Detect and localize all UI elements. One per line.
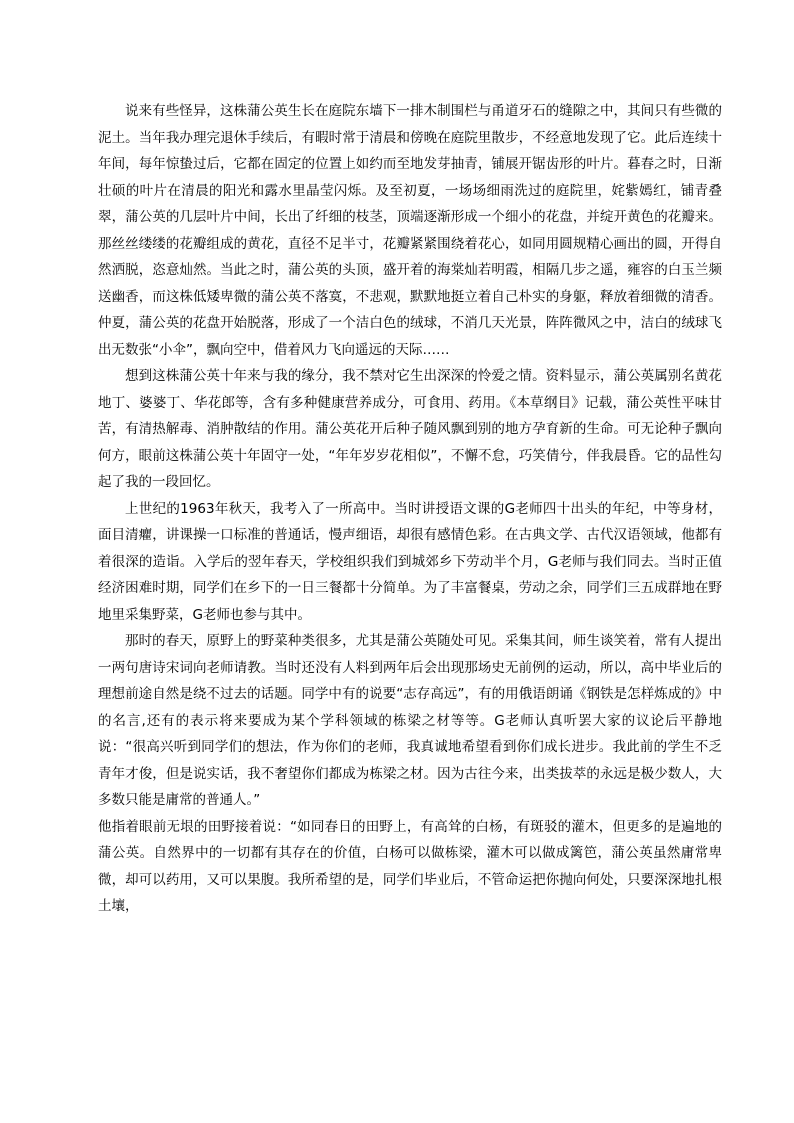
paragraph-spring-fields: 那时的春天，原野上的野菜种类很多，尤其是蒲公英随处可见。采集其间，师生谈笑着，常有人提出一两句唐诗宋词向老师请教。当时还没有人料到两年后会出现那场史无前例的运动，所以，高中毕业后的理想前途自然是绕不过去的话题。同学中有的说要“志存高远”，有的用俄语朗诵《钢铁是怎样炼成的》中的名言,还有的表示将来要成为某个学科领域的栋梁之材等等。G老师认真听罢大家的议论后平静地说：“很高兴听到同学们的想法，作为你们的老师，我真诚地希望看到你们成长进步。我此前的学生不乏青年才俊，但是说实话，我不奢望你们都成为栋梁之材。因为古往今来，出类拔萃的永远是极少数人，大多数只能是庸常的普通人。” [98, 633, 722, 808]
article-body [98, 98, 722, 920]
paragraph-teacher-speech: 他指着眼前无垠的田野接着说：“如同春日的田野上，有高耸的白杨，有斑驳的灌木，但更多的是遍地的蒲公英。自然界中的一切都有其存在的价值，白杨可以做栋梁，灌木可以做成篱笆，蒲公英虽然庸常卑微，却可以药用，又可以果腹。我所希望的是，同学们毕业后，不管命运把你抛向何处，只要深深地扎根土壤， [98, 818, 722, 914]
paragraph-dandelion-properties: 想到这株蒲公英十年来与我的缘分，我不禁对它生出深深的怜爱之情。资料显示，蒲公英属别名黄花地丁、婆婆丁、华花郎等，含有多种健康营养成分，可食用、药用。《本草纲目》记载，蒲公英性平味甘苦，有清热解毒、消肿散结的作用。蒲公英花开后种子随风飘到别的地方孕育新的生命。可无论种子飘向何方，眼前这株蒲公英十年固守一处，“年年岁岁花相似”，不懈不怠，巧笑倩兮，伴我晨昏。它的品性勾起了我的一段回忆。 [98, 368, 722, 490]
paragraph-dandelion-description: 说来有些怪异，这株蒲公英生长在庭院东墙下一排木制围栏与甬道牙石的缝隙之中，其间只有些微的泥土。当年我办理完退休手续后，有暇时常于清晨和傍晚在庭院里散步，不经意地发现了它。此后连续十年间，每年惊蛰过后，它都在固定的位置上如约而至地发芽抽青，铺展开锯齿形的叶片。暮春之时，日渐壮硕的叶片在清晨的阳光和露水里晶莹闪烁。及至初夏，一场场细雨洗过的庭院里，姹紫嫣红，铺青叠翠，蒲公英的几层叶片中间，长出了纤细的枝茎，顶端逐渐形成一个细小的花盘，并绽开黄色的花瓣来。那丝丝缕缕的花瓣组成的黄花，直径不足半寸，花瓣紧紧围绕着花心，如同用圆规精心画出的圆，开得自然洒脱，恣意灿然。当此之时，蒲公英的头顶，盛开着的海棠灿若明霞，相隔几步之遥，雍容的白玉兰频送幽香，而这株低矮卑微的蒲公英不落寞，不悲观，默默地挺立着自己朴实的身躯，释放着细微的清香。仲夏，蒲公英的花盘开始脱落，形成了一个洁白色的绒球，不消几天光景，阵阵微风之中，洁白的绒球飞出无数张“小伞”，飘向空中，借着风力飞向遥远的天际…… [98, 103, 722, 358]
paragraph-high-school-memory: 上世纪的1963年秋天，我考入了一所高中。当时讲授语文课的G老师四十出头的年纪，中等身材，面目清癯，讲课操一口标准的普通话，慢声细语，却很有感情色彩。在古典文学、古代汉语领域，他都有着很深的造诣。入学后的翌年春天，学校组织我们到城郊乡下劳动半个月，G老师与我们同去。当时正值经济困难时期，同学们在乡下的一日三餐都十分简单。为了丰富餐桌，劳动之余，同学们三五成群地在野地里采集野菜，G老师也参与其中。 [98, 500, 722, 623]
